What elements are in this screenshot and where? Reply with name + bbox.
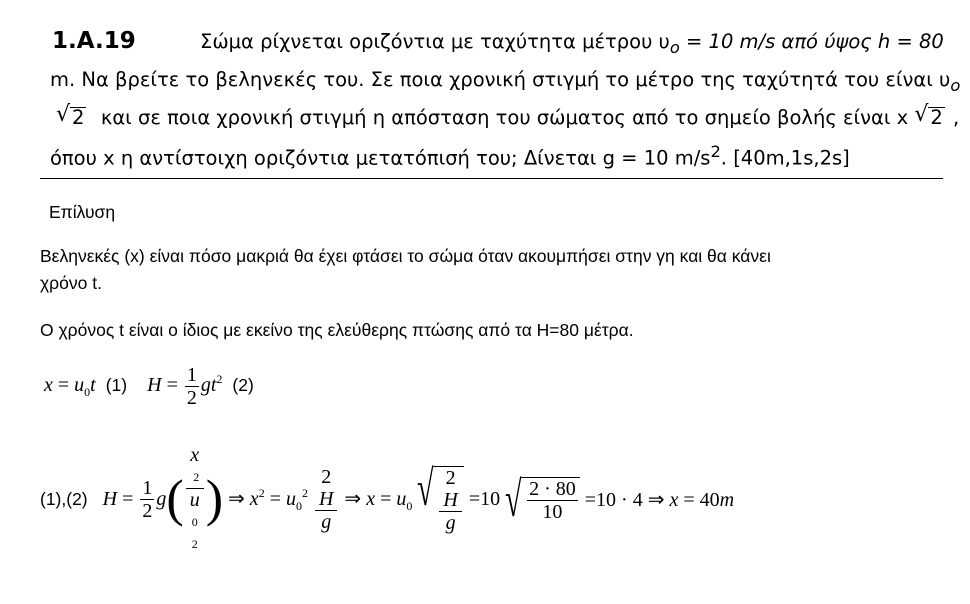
eq1-label: (1) [105, 375, 128, 396]
subscript: o [669, 37, 680, 57]
solution-heading: Επίλυση [49, 202, 116, 222]
problem-line-2 [50, 68, 960, 95]
problem-line-3 [56, 102, 960, 129]
problem-id: 1.A.19 [52, 28, 136, 54]
equations-1-2: $x = u_0t$ (1) H = $\frac{1}{2}$ $gt^2$ (2) [44, 364, 254, 409]
eq2-label: (2) [232, 375, 254, 396]
problem-text: m. Να βρείτε το βεληνεκές του. Σε ποια χρονική στιγμή το μέτρο της ταχύτητά του είναι υ [50, 68, 951, 91]
problem-text: και σε ποια χρονική στιγμή η απόσταση του σώματος από το σημείο βολής είναι x [100, 106, 909, 129]
problem-line-4 [50, 142, 850, 170]
solution-paragraph-1-line-2: χρόνο t. [40, 273, 102, 293]
answers: . [40m,1s,2s] [720, 146, 850, 170]
divider [40, 178, 943, 179]
problem-values: = 10 m/s από ύψος h = 80 [679, 30, 944, 53]
fraction: $\frac{1}{2}$ [186, 364, 197, 409]
sqrt-symbol: √ 2 [56, 102, 85, 129]
problem-text: όπου x η αντίστοιχη οριζόντια μετατόπισή του; Δίνεται g = 10 m/s [50, 146, 711, 170]
solution-paragraph-1-line-1: Βεληνεκές (x) είναι πόσο μακριά θα έχει φτάσει το σώμα όταν ακουμπήσει στην γη και θα κάνει [40, 246, 771, 266]
sqrt-symbol: √ 2 [914, 102, 943, 129]
combined-equation: (1),(2) H = $\frac{1}{2}$ g( x 2 u 0 2 ) ⇒ $x^2 = u_0^2$ 2 H g ⇒ $x = u_0$ √ 2 H g =10 √ $\frac{2 \cdot 80}{10}$ =10 · 4 ⇒ x = 40m [40, 444, 734, 555]
subscript: o [950, 75, 961, 95]
problem-text: Σώμα ρίχνεται οριζόντια με ταχύτητα μέτρου υ [200, 30, 670, 53]
superscript: 2 [710, 142, 721, 161]
combined-label: (1),(2) [40, 489, 88, 509]
solution-paragraph-2: Ο χρόνος t είναι ο ίδιος με εκείνο της ελεύθερης πτώσης από τα Η=80 μέτρα. [40, 320, 634, 340]
problem-line-1 [52, 28, 944, 57]
punctuation: , [953, 106, 960, 129]
